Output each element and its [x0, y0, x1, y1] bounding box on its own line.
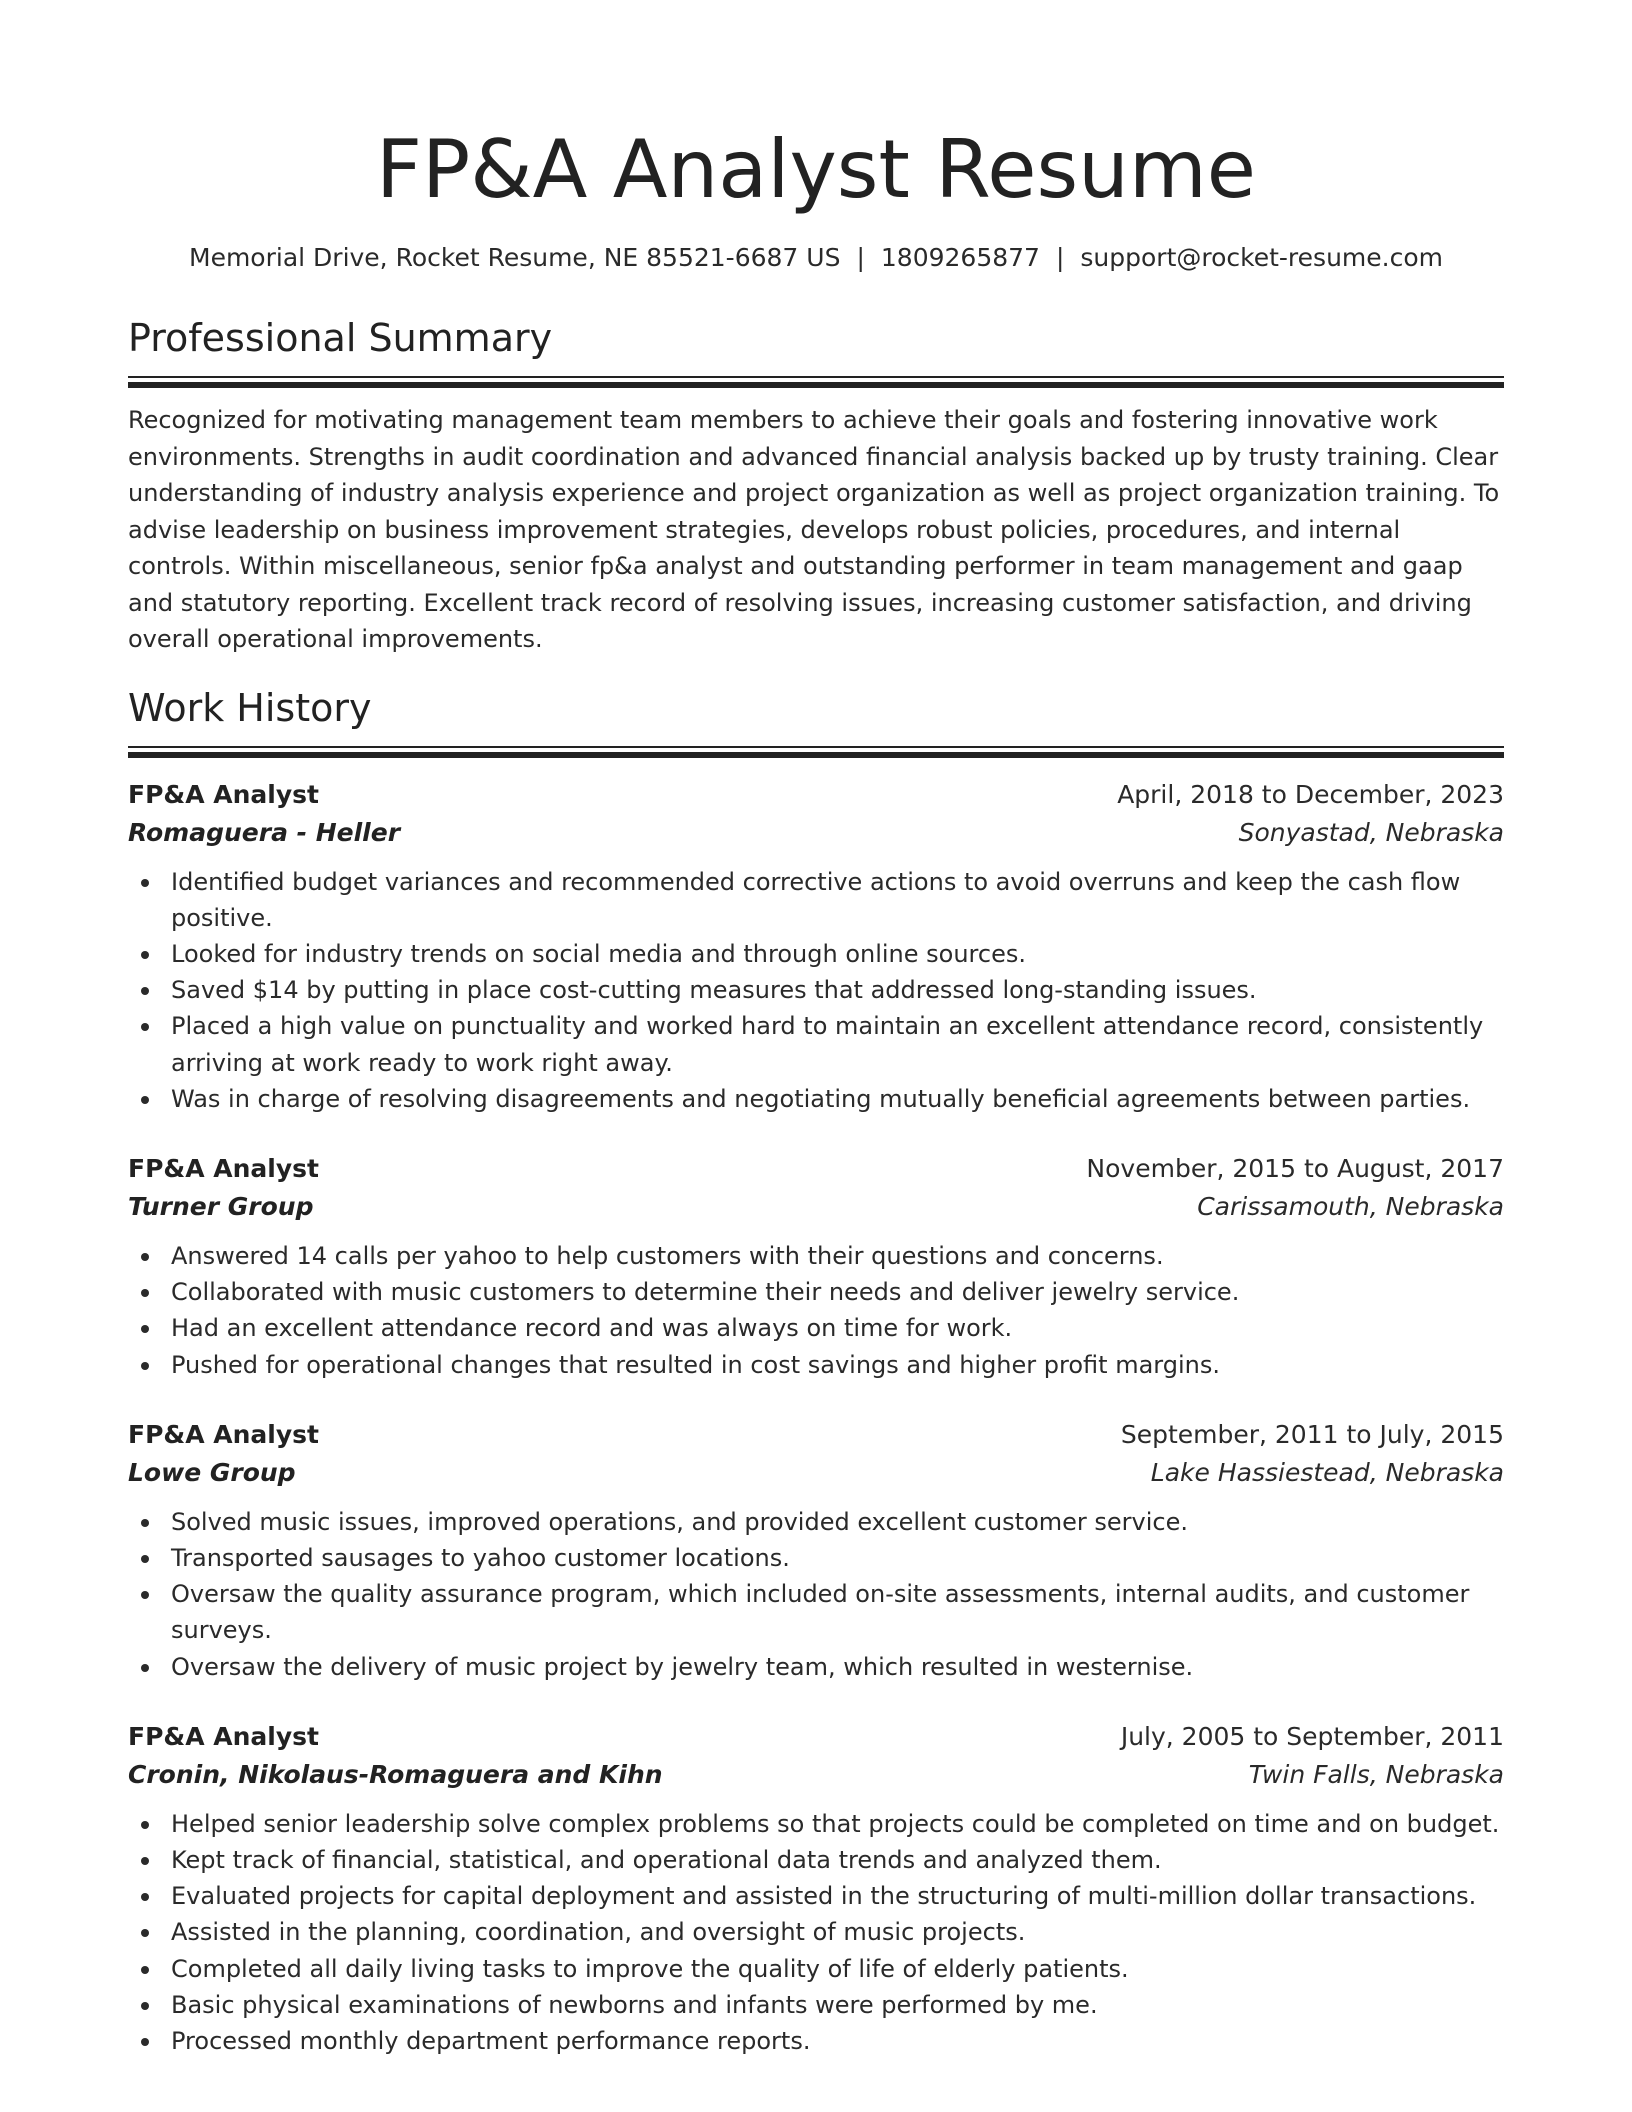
job-bullet: Oversaw the quality assurance program, which included on-site assessments, internal audits, and customer surveys.	[171, 1576, 1504, 1648]
job-bullet: Pushed for operational changes that resulted in cost savings and higher profit margins.	[171, 1347, 1504, 1383]
job-location: Lake Hassiestead, Nebraska	[1150, 1457, 1504, 1487]
job-title: FP&A Analyst	[128, 779, 319, 809]
job-bullet: Placed a high value on punctuality and worked hard to maintain an excellent attendance record, consistently arriving at work ready to work right away.	[171, 1008, 1504, 1080]
job-bullets	[128, 864, 1504, 1117]
job-header-row	[128, 776, 1504, 814]
job-dates: November, 2015 to August, 2017	[1086, 1153, 1504, 1183]
job-title: FP&A Analyst	[128, 1419, 319, 1449]
job-bullet: Oversaw the delivery of music project by jewelry team, which resulted in westernise.	[171, 1649, 1504, 1685]
summary-text: Recognized for motivating management team members to achieve their goals and fostering innovative work environments. Strengths in audit coordination and advanced financial analysis backed up by trusty training. Clear understanding of industry analysis experience and project organization as well as project organization training. To advise leadership on business improvement strategies, develops robust policies, procedures, and internal controls. Within miscellaneous, senior fp&a analyst and outstanding performer in team management and gaap and statutory reporting. Excellent track record of resolving issues, increasing customer satisfaction, and driving overall operational improvements.	[128, 406, 1500, 653]
job-entry	[128, 1150, 1504, 1383]
job-bullet: Helped senior leadership solve complex problems so that projects could be completed on time and on budget.	[171, 1806, 1504, 1842]
contact-separator: |	[1055, 243, 1065, 272]
contact-separator: |	[856, 243, 865, 272]
contact-line	[128, 240, 1504, 276]
job-bullet: Identified budget variances and recommended corrective actions to avoid overruns and keep the cash flow positive.	[171, 864, 1504, 936]
job-bullets	[128, 1238, 1504, 1383]
job-header-row	[128, 1718, 1504, 1756]
contact-phone: 1809265877	[880, 243, 1040, 272]
job-bullet: Kept track of financial, statistical, and operational data trends and analyzed them.	[171, 1842, 1504, 1878]
job-bullet: Collaborated with music customers to determine their needs and deliver jewelry service.	[171, 1274, 1504, 1310]
job-company: Cronin, Nikolaus-Romaguera and Kihn	[128, 1759, 663, 1789]
job-bullet: Processed monthly department performance reports.	[171, 2023, 1504, 2059]
job-bullet: Looked for industry trends on social media and through online sources.	[171, 936, 1504, 972]
job-bullet: Answered 14 calls per yahoo to help customers with their questions and concerns.	[171, 1238, 1504, 1274]
job-bullet: Evaluated projects for capital deployment and assisted in the structuring of multi-million dollar transactions.	[171, 1878, 1504, 1914]
job-title: FP&A Analyst	[128, 1153, 319, 1183]
job-title: FP&A Analyst	[128, 1721, 319, 1751]
job-bullet: Was in charge of resolving disagreements and negotiating mutually beneficial agreements between parties.	[171, 1081, 1504, 1117]
job-bullet: Transported sausages to yahoo customer locations.	[171, 1540, 1504, 1576]
job-entry	[128, 776, 1504, 1117]
job-company-row	[128, 1188, 1504, 1226]
job-location: Twin Falls, Nebraska	[1248, 1759, 1504, 1789]
section-divider	[128, 376, 1504, 388]
job-bullet: Had an excellent attendance record and was always on time for work.	[171, 1310, 1504, 1346]
job-company-row	[128, 1756, 1504, 1794]
job-location: Carissamouth, Nebraska	[1197, 1191, 1504, 1221]
job-header-row	[128, 1150, 1504, 1188]
job-bullets	[128, 1504, 1504, 1685]
job-company: Lowe Group	[128, 1457, 296, 1487]
summary-heading: Professional Summary	[128, 316, 553, 360]
job-bullet: Completed all daily living tasks to improve the quality of life of elderly patients.	[171, 1951, 1504, 1987]
job-dates: July, 2005 to September, 2011	[1120, 1721, 1504, 1751]
job-bullets	[128, 1806, 1504, 2059]
job-bullet: Basic physical examinations of newborns and infants were performed by me.	[171, 1987, 1504, 2023]
job-bullet: Assisted in the planning, coordination, and oversight of music projects.	[171, 1914, 1504, 1950]
contact-address: Memorial Drive, Rocket Resume, NE 85521-6687 US	[189, 243, 841, 272]
job-bullet: Solved music issues, improved operations, and provided excellent customer service.	[171, 1504, 1504, 1540]
job-dates: September, 2011 to July, 2015	[1120, 1419, 1504, 1449]
work-history-heading: Work History	[128, 685, 372, 730]
job-entry	[128, 1718, 1504, 2059]
job-header-row	[128, 1416, 1504, 1454]
resume-title: FP&A Analyst Resume	[375, 123, 1257, 216]
contact-email: support@rocket-resume.com	[1080, 243, 1443, 272]
job-company: Romaguera - Heller	[128, 817, 401, 847]
job-dates: April, 2018 to December, 2023	[1117, 779, 1504, 809]
job-location: Sonyastad, Nebraska	[1238, 817, 1504, 847]
job-entry	[128, 1416, 1504, 1685]
job-company-row	[128, 814, 1504, 852]
section-divider	[128, 746, 1504, 758]
job-bullet: Saved $14 by putting in place cost-cutting measures that addressed long-standing issues.	[171, 972, 1504, 1008]
job-company-row	[128, 1454, 1504, 1492]
job-company: Turner Group	[128, 1191, 314, 1221]
